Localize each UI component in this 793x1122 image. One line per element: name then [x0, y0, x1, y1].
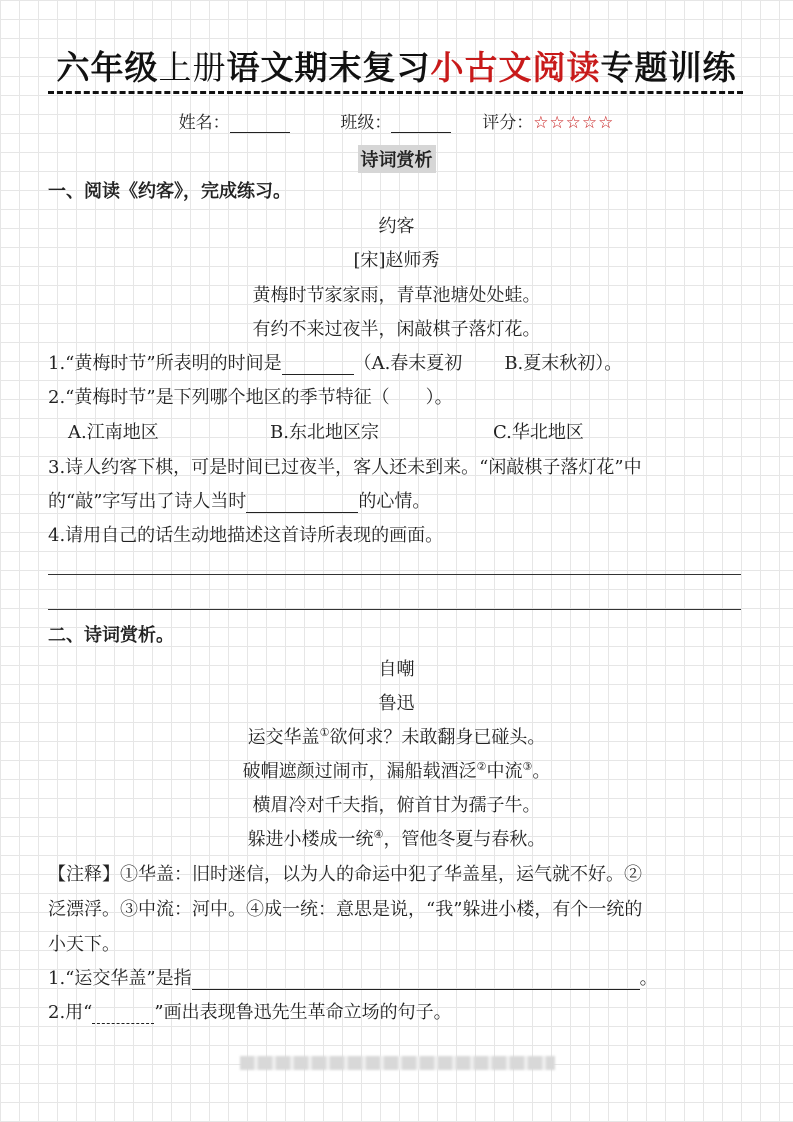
p2-q2-text-end: ”画出表现鲁迅先生革命立场的句子。 [154, 1002, 452, 1023]
part2-poem-line-1: 运交华盖①欲何求？未敢翻身已碰头。 [247, 726, 546, 748]
part1-question-3-line-1: 3.诗人约客下棋，可是时间已过夜半，客人还未到来。“闲敲棋子落灯花”中 [48, 457, 642, 478]
footnote-marker: ② [476, 760, 487, 773]
part2-poem-line-3: 横眉冷对千夫指，俯首甘为孺子牛。 [252, 795, 541, 816]
blurred-footer-text [240, 1056, 555, 1070]
title-grade: 六年级 [56, 48, 159, 87]
q3-text: 的“敲”字写出了诗人当时 [48, 491, 247, 512]
q4-answer-line-1[interactable] [48, 574, 741, 575]
class-field[interactable] [391, 114, 451, 133]
part1-poem-line-1: 黄梅时节家家雨，青草池塘处处蛙。 [252, 285, 541, 306]
score-label: 评分： [482, 113, 534, 133]
class-label: 班级： [340, 113, 392, 133]
q3-answer-blank[interactable] [246, 494, 358, 513]
q1-option-b: B.夏末秋初）。 [504, 353, 623, 374]
q1-text: 1.“黄梅时节”所表明的时间是 [48, 353, 282, 374]
part2-poem-line-2: 破帽遮颜过闹市，漏船载酒泛②中流③。 [242, 760, 551, 782]
footnote-marker: ③ [522, 760, 533, 773]
q2-option-a: A.江南地区 [68, 422, 159, 443]
part1-question-1 [48, 349, 622, 375]
q1-option-a: （A.春末夏初 [353, 353, 463, 374]
part2-heading: 二、诗词赏析。 [48, 625, 174, 646]
score-stars[interactable]: ☆☆☆☆☆ [533, 113, 615, 133]
part2-poem-title: 自嘲 [378, 659, 415, 680]
name-label: 姓名： [178, 113, 230, 133]
section-tag [0, 145, 793, 173]
part1-poem-author: [宋]赵师秀 [353, 250, 440, 271]
student-info-row [0, 108, 793, 133]
section-tag-label: 诗词赏析 [358, 145, 436, 173]
part2-question-1: 1.“运交华盖”是指 。 [48, 968, 658, 989]
title-subject: 语文期末复习 [226, 48, 431, 87]
part1-question-4: 4.请用自己的话生动地描述这首诗所表现的画面。 [48, 525, 444, 546]
title-term: 上册 [158, 48, 227, 87]
q3-text-end: 的心情。 [358, 491, 431, 512]
part1-question-2: 2.“黄梅时节”是下列哪个地区的季节特征（ ）。 [48, 387, 453, 408]
p2-q1-answer-blank[interactable] [192, 971, 640, 990]
p2-q2-underline-sample [92, 1005, 154, 1024]
title-suffix: 专题训练 [600, 48, 737, 87]
part2-notes-line-2: 泛漂浮。③中流：河中。④成一统：意思是说，“我”躲进小楼，有个一统的 [48, 899, 643, 920]
p2-q2-text: 2.用“ [48, 1002, 93, 1023]
part1-poem-line-2: 有约不来过夜半，闲敲棋子落灯花。 [252, 319, 541, 340]
part2-poem-line-4: 躲进小楼成一统④，管他冬夏与春秋。 [247, 828, 546, 850]
q2-option-b: B.东北地区宗 [270, 422, 379, 443]
part1-heading: 一、阅读《约客》，完成练习。 [48, 181, 291, 202]
name-field[interactable] [230, 114, 290, 133]
part1-question-3-line-2 [48, 487, 430, 513]
q1-answer-blank[interactable] [282, 356, 354, 375]
p2-q1-text: 1.“运交华盖”是指 [48, 968, 192, 989]
part2-notes-line-1: 【注释】①华盖：旧时迷信，以为人的命运中犯了华盖星，运气就不好。② [48, 864, 642, 885]
footnote-marker: ④ [373, 828, 384, 841]
footnote-marker: ① [319, 726, 330, 739]
part2-notes-line-3: 小天下。 [48, 934, 120, 955]
part2-question-2 [48, 998, 452, 1024]
title-topic: 小古文阅读 [430, 48, 601, 87]
title-divider [48, 91, 743, 94]
part2-poem-author: 鲁迅 [378, 693, 415, 714]
page-title [0, 42, 793, 89]
q2-option-c: C.华北地区 [493, 422, 584, 443]
q4-answer-line-2[interactable] [48, 609, 741, 610]
part1-poem-title: 约客 [378, 216, 415, 237]
